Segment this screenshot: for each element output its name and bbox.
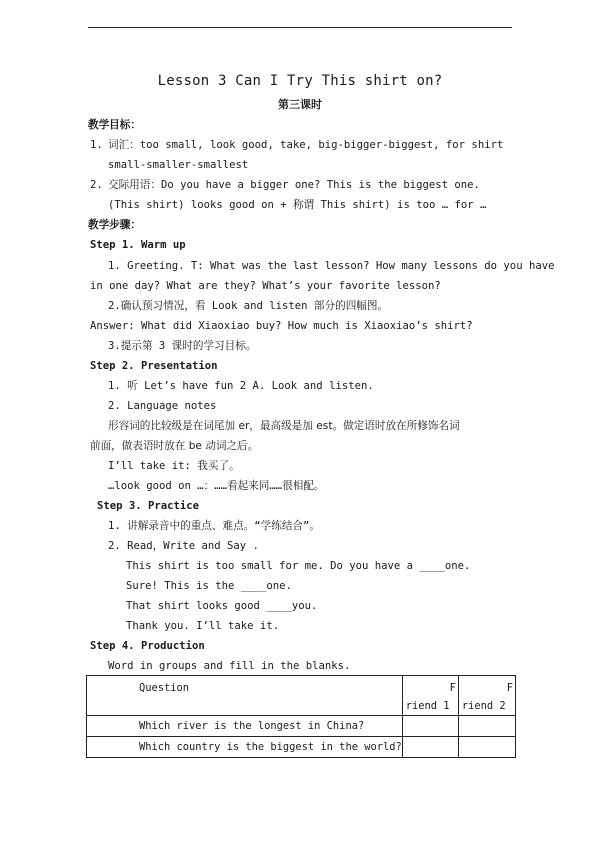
step-1-heading: Step 1. Warm up bbox=[90, 239, 186, 251]
friend-2-answer-cell[interactable] bbox=[458, 737, 515, 758]
objective-2-line-1: 交际用语：Do you have a bigger one? This is the biggest one. bbox=[108, 179, 480, 191]
question-cell: Which river is the longest in China? bbox=[87, 716, 403, 737]
question-header-cell bbox=[87, 676, 403, 716]
friend-1-header-rest: riend 1 bbox=[405, 700, 450, 712]
step-1-line-2: in one day? What are they? What’s your favorite lesson? bbox=[90, 280, 441, 292]
steps-heading: 教学步骤： bbox=[88, 219, 141, 231]
step-1-line-3: 2.确认预习情况，看 Look and listen 部分的四幅图。 bbox=[108, 300, 389, 312]
header-rule bbox=[88, 27, 512, 28]
step-3-heading: Step 3. Practice bbox=[97, 500, 200, 512]
step-2-line-3: 形容词的比较级是在词尾加 er，最高级是加 est。做定语时放在所修饰名词 bbox=[108, 420, 460, 432]
table-header-row bbox=[87, 676, 516, 716]
step-2-line-1: 1. 听 Let’s have fun 2 A. Look and listen. bbox=[108, 380, 374, 392]
friend-2-answer-cell[interactable] bbox=[458, 716, 515, 737]
objectives-heading: 教学目标： bbox=[88, 119, 141, 131]
objective-1-line-1: 词汇：too small, look good, take, big-bigger-biggest, for shirt bbox=[108, 139, 504, 151]
friend-1-answer-cell[interactable] bbox=[402, 737, 458, 758]
objective-2-label: 2. bbox=[90, 179, 103, 191]
friend-2-header-cell bbox=[458, 676, 515, 716]
page-subtitle: 第三课时 bbox=[278, 98, 322, 111]
question-cell: Which country is the biggest in the world? bbox=[87, 737, 403, 758]
page-title: Lesson 3 Can I Try This shirt on? bbox=[157, 73, 443, 89]
friend-1-header-letter: F bbox=[449, 682, 456, 694]
step-2-line-2: 2. Language notes bbox=[108, 400, 217, 412]
friend-1-header-cell bbox=[402, 676, 458, 716]
step-4-heading: Step 4. Production bbox=[90, 640, 205, 652]
step-2-heading: Step 2. Presentation bbox=[90, 360, 218, 372]
step-3-line-4: Sure! This is the ____one. bbox=[126, 580, 292, 592]
step-1-line-1: 1. Greeting. T: What was the last lesson? How many lessons do you have bbox=[108, 260, 555, 272]
objective-1-label: 1. bbox=[90, 139, 103, 151]
friend-2-header-letter: F bbox=[506, 682, 513, 694]
step-3-line-1: 1. 讲解录音中的重点、难点。“学练结合”。 bbox=[108, 520, 320, 532]
step-3-line-2: 2. Read，Write and Say . bbox=[108, 540, 259, 552]
friend-2-header-rest: riend 2 bbox=[461, 700, 506, 712]
friend-1-answer-cell[interactable] bbox=[402, 716, 458, 737]
step-3-line-5: That shirt looks good ____you. bbox=[126, 600, 318, 612]
step-2-line-6: …look good on …：……看起来同……很相配。 bbox=[108, 480, 325, 492]
step-2-line-5: I’ll take it: 我买了。 bbox=[108, 460, 240, 472]
answer-table bbox=[86, 675, 516, 758]
step-1-line-4: Answer: What did Xiaoxiao buy? How much is Xiaoxiao’s shirt? bbox=[90, 320, 473, 332]
objective-2-line-2: (This shirt) looks good on + 称谓 This shirt) is too … for … bbox=[108, 199, 487, 211]
step-1-line-5: 3.提示第 3 课时的学习目标。 bbox=[108, 340, 257, 352]
step-4-line-1: Word in groups and fill in the blanks. bbox=[108, 660, 351, 672]
objective-1-line-2: small-smaller-smallest bbox=[108, 159, 249, 171]
table-row bbox=[87, 737, 516, 758]
step-2-line-4: 前面，做表语时放在 be 动词之后。 bbox=[90, 440, 259, 452]
table-row bbox=[87, 716, 516, 737]
step-3-line-6: Thank you. I’ll take it. bbox=[126, 620, 280, 632]
question-header: Question bbox=[139, 682, 190, 694]
step-3-line-3: This shirt is too small for me. Do you have a ____one. bbox=[126, 560, 471, 572]
